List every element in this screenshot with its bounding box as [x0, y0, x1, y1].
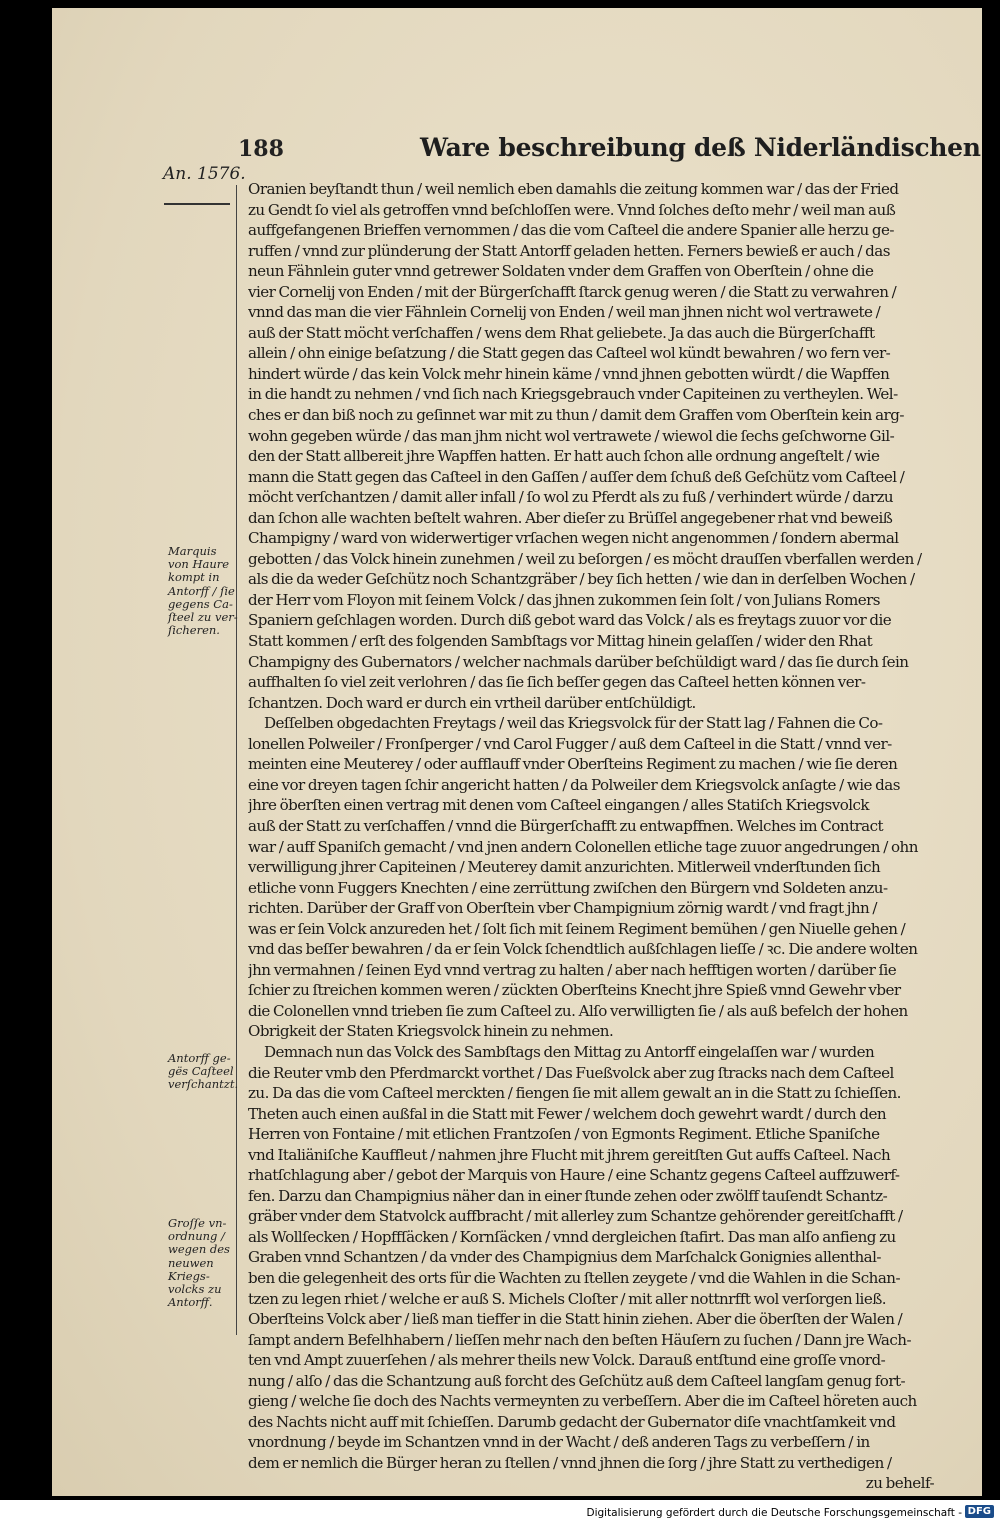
page-number: 188 [238, 136, 284, 162]
text-line: ten vnd Ampt zuuerſehen / als mehrer theils new Volck. Darauß entſtund eine groſſe vnord- [248, 1351, 886, 1370]
text-line: tzen zu legen rhiet / welche er auß S. Michels Cloſter / mit aller nottnrfft wol verſorgen ließ. [248, 1289, 886, 1308]
text-line: vnordnung / beyde im Schantzen vnnd in der Wacht / deß anderen Tags zu verbeſſern / in [248, 1433, 870, 1452]
text-line: Theten auch einen außfal in die Statt mit Fewer / welchem doch gewehrt wardt / durch den [248, 1104, 886, 1123]
margin-note-line: ſicheren. [168, 623, 220, 638]
text-line: in die handt zu nehmen / vnd ſich nach Kriegsgebrauch vnder Capiteinen zu vertheylen. Wel- [248, 385, 898, 404]
margin-note-line: verſchantzt. [168, 1077, 239, 1092]
text-line: die Colonellen vnnd trieben ſie zum Caſteel zu. Alſo verwilligten ſie / als auß befelch der hohen [248, 1001, 908, 1020]
text-line: gebotten / das Volck hinein zunehmen / weil zu beſorgen / es möcht drauſſen vberfallen werden / [248, 549, 922, 568]
margin-note-line: Antorff. [168, 1295, 213, 1310]
text-line: jhn vermahnen / ſeinen Eyd vnnd vertrag zu halten / aber nach hefftigen worten / darüber ſie [248, 960, 897, 979]
text-line: möcht verſchantzen / damit aller infall / ſo wol zu Pferdt als zu fuß / verhindert würde / darzu [248, 488, 894, 507]
margin-note-line: Antorff ge- [168, 1051, 231, 1065]
text-line: dem er nemlich die Bürger heran zu ſtellen / vnnd jhnen die ſorg / jhre Statt zu verthedigen / [248, 1453, 892, 1472]
text-line: Demnach nun das Volck des Sambſtags den Mittag zu Antorff eingelaſſen war / wurden [264, 1042, 875, 1061]
margin-note-marquis [168, 545, 240, 637]
margin-note-line: von Haure [168, 557, 230, 572]
year-rule [164, 203, 230, 205]
text-line: der Herr vom Floyon mit ſeinem Volck / das jhnen zukommen ſein ſolt / von Julians Romers [248, 590, 880, 609]
text-line: etliche vonn Fuggers Knechten / eine zerrüttung zwiſchen den Bürgern vnd Soldeten anzu- [248, 878, 888, 897]
margin-note-line: neuwen [168, 1255, 214, 1270]
text-line: Herren von Fontaine / mit etlichen Frantzoſen / von Egmonts Regiment. Etliche Spaniſche [248, 1125, 880, 1144]
text-line: ches er dan biß noch zu geſinnet war mit zu thun / damit dem Graffen vom Oberſtein kein arg- [248, 406, 904, 425]
text-line: Graben vnnd Schantzen / da vnder des Champignius dem Marſchalck Gonignies allenthal- [248, 1248, 881, 1267]
text-line: Champigny / ward von widerwertiger vrſachen wegen nicht angenommen / ſondern abermal [248, 529, 899, 548]
text-line: auffhalten ſo viel zeit verlohren / das ſie ſich beſſer gegen das Caſteel hetten können ver- [248, 673, 866, 692]
margin-rule [236, 185, 237, 1335]
text-line: als Wollſecken / Hopffſäcken / Kornſäcken / vnnd dergleichen ſtafirt. Das man alſo anfieng zu [248, 1227, 896, 1246]
text-line: gieng / welche ſie doch des Nachts vermeynten zu verbeſſern. Aber die im Caſteel höreten auch [248, 1392, 917, 1411]
running-title: Ware beschreibung deß Niderländischen [420, 133, 981, 162]
text-line: vier Cornelij von Enden / mit der Bürgerſchafft ſtarck genug weren / die Statt zu verwahren / [248, 282, 897, 301]
text-line: Champigny des Gubernators / welcher nachmals darüber beſchüldigt ward / das ſie durch ſein [248, 652, 909, 671]
text-line: Oranien beyſtandt thun / weil nemlich eben damahls die zeitung kommen war / das der Fried [248, 180, 899, 198]
margin-note-line: Antorff / ſie [168, 583, 235, 598]
text-line: allein / ohn einige beſatzung / die Statt gegen das Caſteel wol kündt bewahren / wo fern ver- [248, 344, 891, 363]
text-line: vnnd das man die vier Fähnlein Cornelij von Enden / weil man jhnen nicht wol vertrawete / [248, 303, 881, 322]
text-line: Deſſelben obgedachten Freytags / weil das Kriegsvolck für der Statt lag / Fahnen die Co- [264, 714, 883, 733]
main-text-block [248, 179, 934, 1494]
text-line: vnd Italiäniſche Kauffleut / nahmen jhre Flucht mit jhrem gereitſten Gut auffs Caſteel. Nach [248, 1145, 891, 1164]
margin-note-line: Groſſe vn- [168, 1216, 227, 1230]
text-line: lonellen Polweiler / Fronſperger / vnd Carol Fugger / auß dem Caſteel in die Statt / vnnd ver- [248, 734, 892, 753]
margin-note-line: wegen des [168, 1242, 230, 1257]
margin-note-antorff [168, 1052, 240, 1092]
text-line: wohn gegeben würde / das man jhm nicht wol vertrawete / wiewol die ſechs geſchworne Gil- [248, 426, 895, 445]
text-line: meinten eine Meuterey / oder aufflauff vnder Oberſteins Regiment zu machen / wie ſie deren [248, 755, 898, 774]
dfg-logo: DFG [965, 1505, 994, 1518]
text-line: auß der Statt zu verſchaffen / vnnd die Bürgerſchafft zu entwapffnen. Welches im Contract [248, 816, 883, 835]
text-line: ben die gelegenheit des orts für die Wachten zu ſtellen zeygete / vnd die Wahlen in die Schan- [248, 1268, 901, 1287]
margin-note-line: ſteel zu ver- [168, 610, 238, 625]
margin-note-line: kompt in [168, 570, 220, 585]
text-line: jhre öberſten einen vertrag mit denen vom Caſteel eingangen / alles Statiſch Kriegsvolck [248, 796, 870, 815]
text-line: ſampt andern Befelhhabern / lieſſen mehr nach den beſten Häuſern zu ſuchen / Dann jre Wach- [248, 1330, 912, 1349]
margin-note-line: gës Caſteel [168, 1064, 234, 1079]
text-line: nung / alſo / das die Schantzung auß forcht des Geſchütz auß dem Caſteel langſam genug fort- [248, 1371, 906, 1390]
text-line: verwilligung jhrer Capiteinen / Meuterey damit anzurichten. Mitlerweil vnderſtunden ſich [248, 858, 881, 877]
text-line: als die da weder Geſchütz noch Schantzgräber / bey ſich hetten / wie dan in derſelben Wochen / [248, 570, 915, 589]
text-line: war / auff Spaniſch gemacht / vnd jnen andern Colonellen etliche tage zuuor angedrungen / ohn [248, 837, 918, 856]
margin-note-line: gegens Ca- [168, 596, 233, 611]
text-line: Oberſteins Volck aber / ließ man tieffer in die Statt hinin ziehen. Aber die öberſten der Walen / [248, 1310, 903, 1329]
text-line: was er ſein Volck anzureden het / ſolt ſich mit ſeinem Regiment bemühen / gen Niuelle gehen / [248, 919, 906, 938]
text-line: zu Gendt ſo viel als getroffen vnnd beſchloſſen were. Vnnd ſolches deſto mehr / weil man auß [248, 200, 896, 219]
text-line: mann die Statt gegen das Caſteel in den Gaſſen / auſſer dem ſchuß deß Geſchütz vom Caſteel / [248, 467, 905, 486]
year-label: An. 1576. [163, 164, 246, 184]
text-line: gräber vnder dem Statvolck auffbracht / mit allerley zum Schantze gehörender gereitſchafft / [248, 1207, 903, 1226]
text-line: dan ſchon alle wachten beſtelt wahren. Aber dieſer zu Brüſſel angegebener rhat vnd beweiß [248, 508, 893, 527]
text-line: fen. Darzu dan Champignius näher dan in einer ſtunde zehen oder zwölff tauſendt Schantz- [248, 1186, 888, 1205]
text-line: Statt kommen / erſt des folgenden Sambſtags vor Mittag hinein gelaſſen / wider den Rhat [248, 632, 873, 651]
digitization-credit: Digitalisierung gefördert durch die Deutsche Forschungsgemeinschaft - [586, 1507, 962, 1519]
text-line: zu behelf- [865, 1474, 934, 1493]
text-line: rhatſchlagung aber / gebot der Marquis von Haure / eine Schantz gegens Caſteel auffzuwerf- [248, 1166, 900, 1185]
text-line: Obrigkeit der Staten Kriegsvolck hinein zu nehmen. [248, 1022, 614, 1041]
text-line: die Reuter vmb den Pferdmarckt vorthet / Das Fueßvolck aber zug ſtracks nach dem Caſteel [248, 1063, 894, 1082]
text-line: ſchier zu ſtreichen kommen weren / zückten Oberſteins Knecht jhre Spieß vnnd Gewehr vber [248, 981, 901, 1000]
margin-note-line: ordnung / [168, 1229, 225, 1244]
text-line: eine vor dreyen tagen ſchir angericht hatten / da Polweiler dem Kriegsvolck anſagte / wie das [248, 775, 900, 794]
margin-note-unordnung [168, 1217, 240, 1309]
margin-note-line: volcks zu [168, 1282, 222, 1297]
text-line: Spaniern geſchlagen worden. Durch diß gebot ward das Volck / als es freytags zuuor vor die [248, 611, 892, 630]
text-line: neun Fähnlein guter vnnd getrewer Soldaten vnder dem Graffen von Oberſtein / ohne die [248, 262, 874, 281]
text-line: ſchantzen. Doch ward er durch ein vrtheil darüber entſchüldigt. [248, 693, 696, 712]
text-line: ruffen / vnnd zur plünderung der Statt Antorff geladen hetten. Ferners bewieß er auch / das [248, 241, 890, 260]
text-line: hindert würde / das kein Volck mehr hinein käme / vnnd jhnen gebotten würdt / die Wapffen [248, 364, 890, 383]
text-line: zu. Da das die vom Caſteel merckten / fiengen ſie mit allem gewalt an in die Statt zu ſchieſſen. [248, 1084, 901, 1103]
margin-note-line: Marquis [168, 544, 217, 558]
text-line: richten. Darüber der Graff von Oberſtein vber Champignium zörnig wardt / vnd fragt jhn / [248, 899, 877, 918]
margin-note-line: Kriegs- [168, 1268, 210, 1283]
text-line: auß der Statt möcht verſchaffen / wens dem Rhat geliebete. Ja das auch die Bürgerſchafft [248, 323, 875, 342]
text-line: auffgefangenen Brieffen vernommen / das die vom Caſteel die andere Spanier alle herzu ge- [248, 221, 894, 240]
text-line: den der Statt allbereit jhre Wapffen hatten. Er hatt auch ſchon alle ordnung angeſtelt / wie [248, 447, 880, 466]
text-line: des Nachts nicht auff mit ſchieſſen. Darumb gedacht der Gubernator diſe vnachtſamkeit vnd [248, 1412, 896, 1431]
text-line: vnd das beſſer bewahren / da er ſein Volck ſchendtlich außſchlagen lieſſe / ꝛc. Die andere wolten [248, 940, 918, 959]
